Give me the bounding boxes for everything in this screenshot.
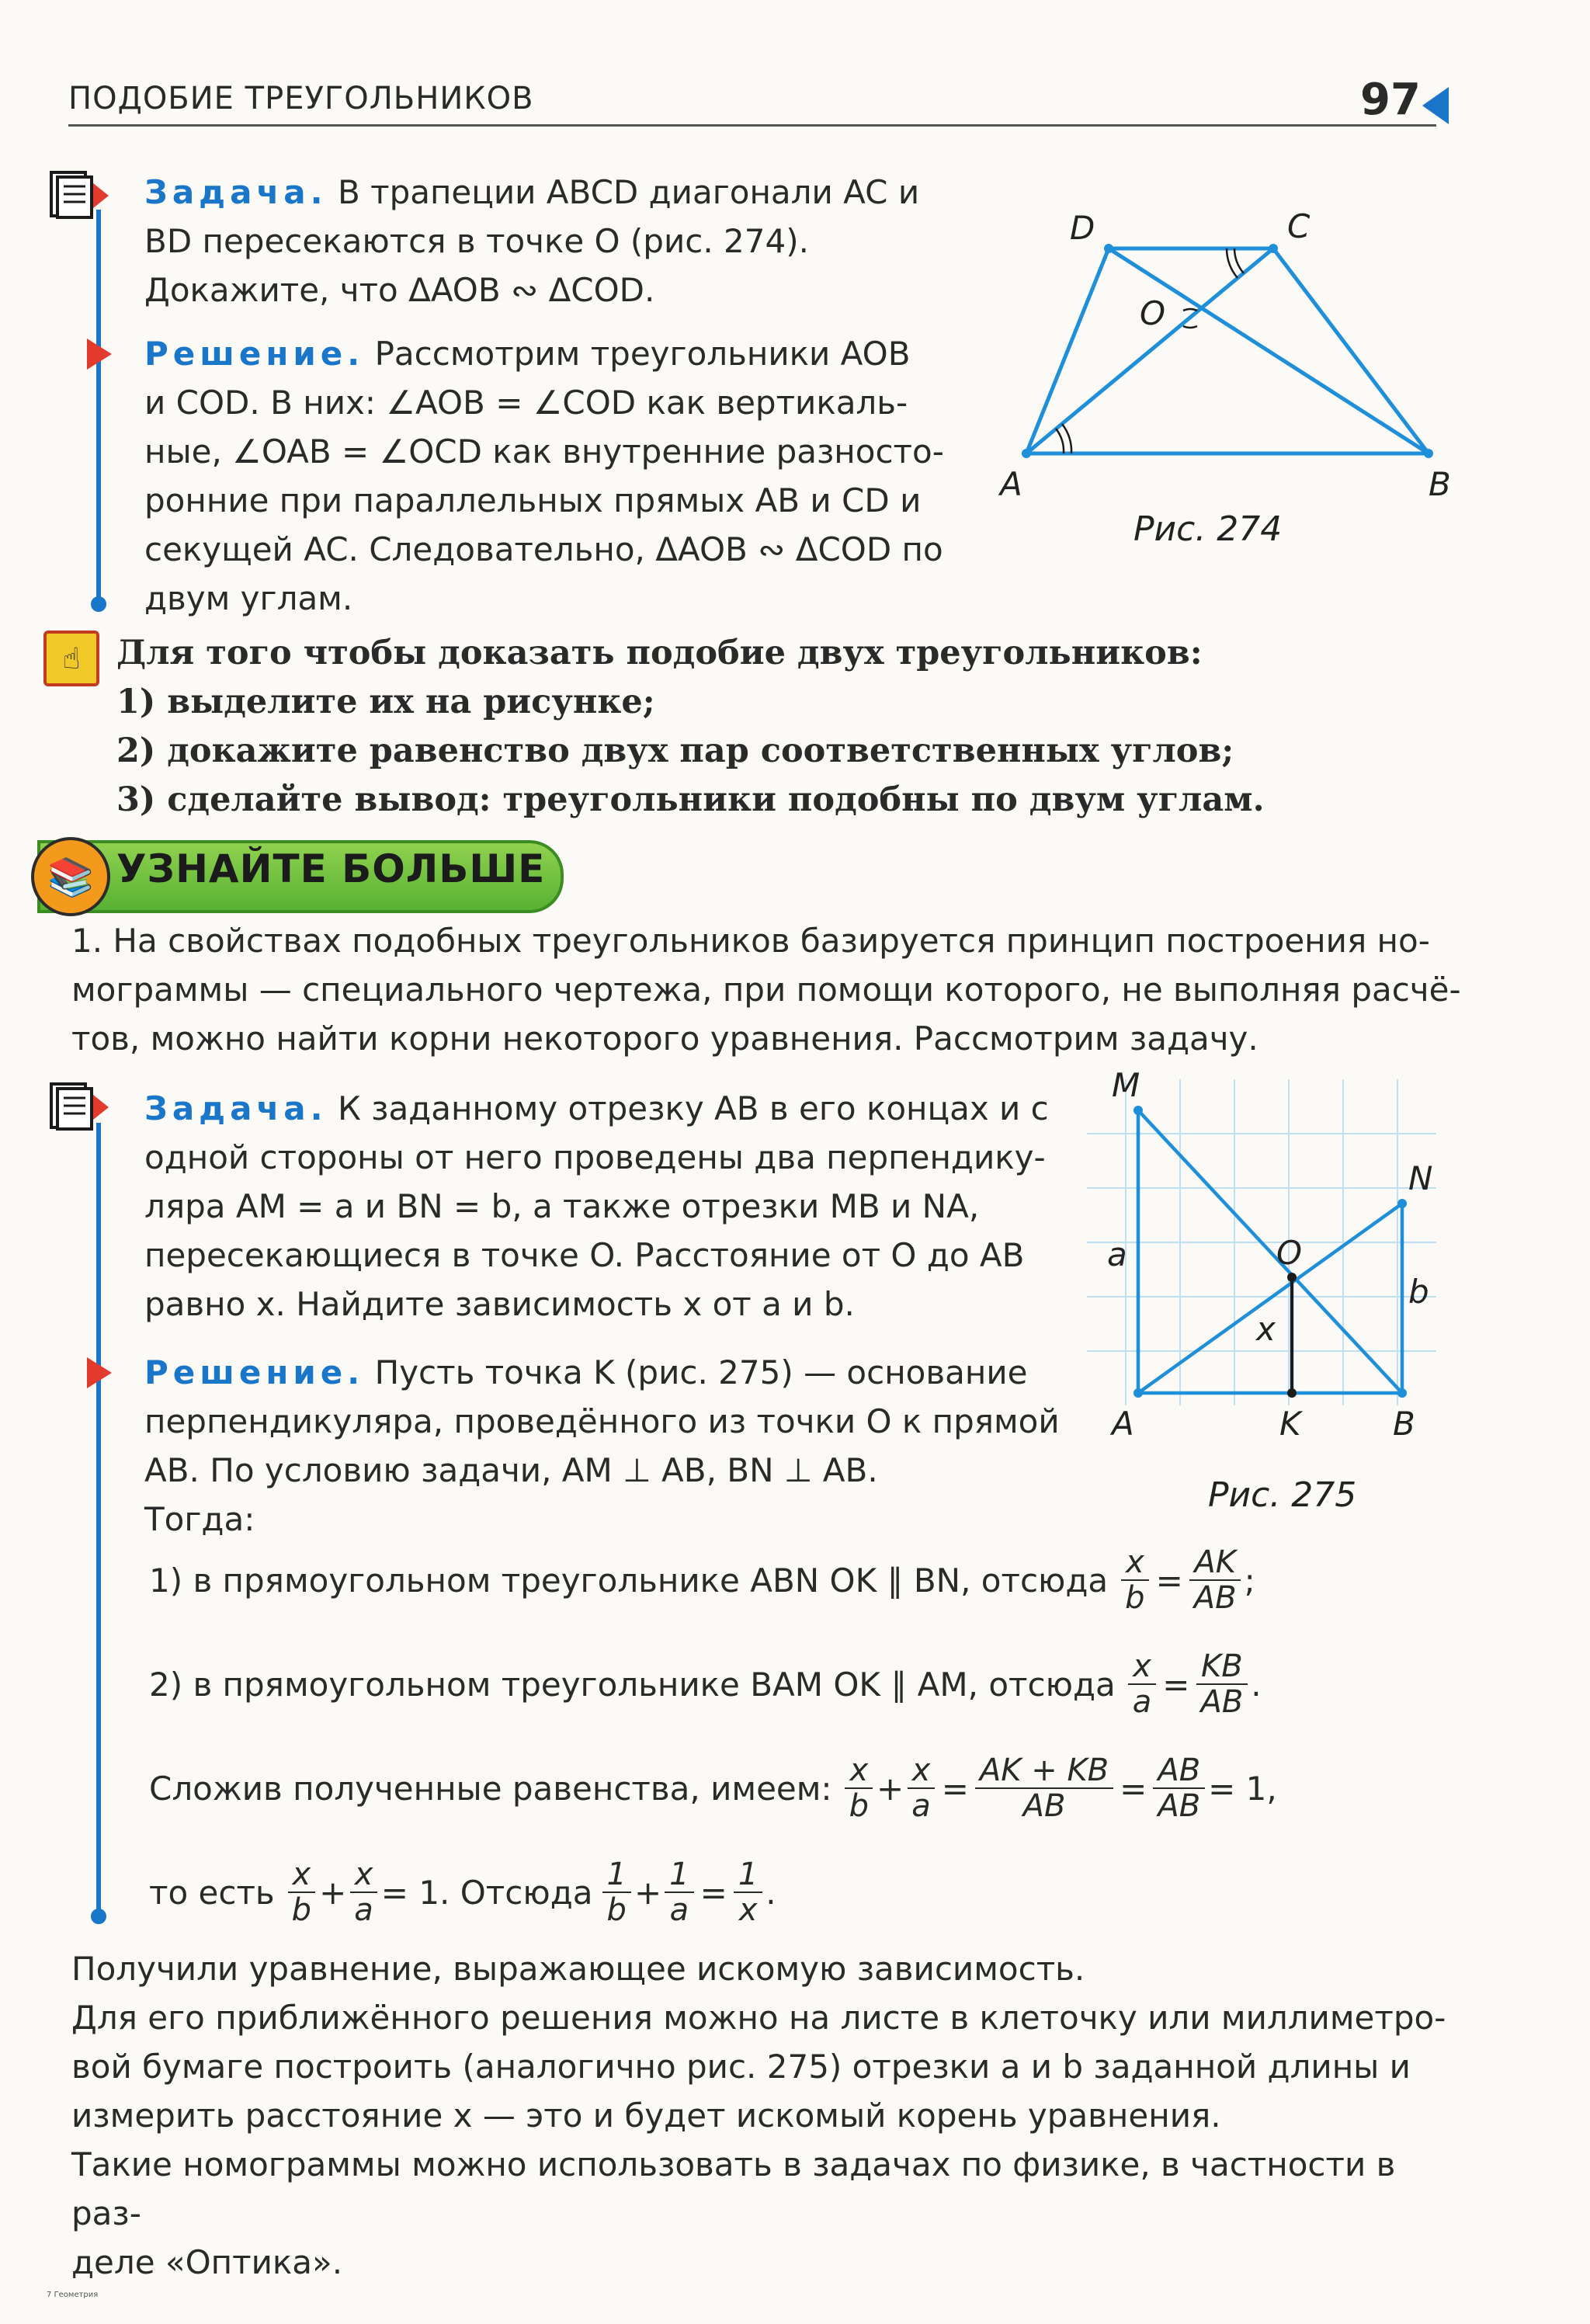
frac-kb-over-ab: $\frac{KB}{AB}$ — [1196, 1649, 1248, 1719]
closing-line-3: вой бумаге построить (аналогично рис. 275) отрезки a и b заданной длины и — [71, 2048, 1411, 2086]
sum-line: Сложив полученные равенства, имеем: $\frac{x}{b}$ + $\frac{x}{a}$ = $\frac{AK + KB}{AB}$ = $\frac{AB}{AB}$ = 1, — [149, 1753, 1277, 1824]
thatis-frac-x-a: $\frac{x}{a}$ — [349, 1857, 378, 1927]
label-N: N — [1408, 1159, 1433, 1197]
rule-line-2: 1) выделите их на рисунке; — [116, 683, 655, 721]
step-2: 2) в прямоугольном треугольнике BAM OK ∥ AM, отсюда $\frac{x}{a}$ = $\frac{KB}{AB}$ . — [149, 1648, 1262, 1720]
paragraph-1 — [71, 916, 1469, 1063]
task1-bar — [96, 210, 101, 602]
hence-frac-1-a: $\frac{1}{a}$ — [665, 1857, 693, 1927]
task2-line-4: равно x. Найдите зависимость x от a и b. — [144, 1285, 855, 1323]
solution1-marker-icon — [87, 339, 112, 370]
label-M: M — [1112, 1072, 1140, 1104]
banner-title: УЗНАЙТЕ БОЛЬШЕ — [116, 846, 546, 891]
closing-line-2: Для его приближённого решения можно на листе в клеточку или миллиметро- — [71, 1999, 1446, 2037]
task1-keyword: Задача. — [144, 173, 328, 211]
solution1-keyword: Решение. — [144, 335, 365, 373]
sum-frac-x-b: $\frac{x}{b}$ — [845, 1753, 873, 1823]
label-K: K — [1279, 1405, 1301, 1443]
label-x: x — [1256, 1310, 1276, 1348]
running-header: ПОДОБИЕ ТРЕУГОЛЬНИКОВ — [68, 81, 534, 116]
solution1-line-5: двум углам. — [144, 579, 353, 617]
frac-x-over-b: $\frac{x}{b}$ — [1120, 1545, 1149, 1615]
trapezoid — [1026, 248, 1429, 453]
sum-result: = 1, — [1208, 1769, 1277, 1808]
figure-274-caption: Рис. 274 — [1133, 509, 1283, 549]
solution2-text — [144, 1348, 1061, 1544]
task1-line-2: BD пересекаются в точке O (рис. 274). — [144, 222, 809, 260]
label-A: A — [1000, 465, 1022, 503]
frac-ak-over-ab: $\frac{AK}{AB}$ — [1189, 1545, 1241, 1615]
task2-first-line: К заданному отрезку AB в его концах и с — [337, 1089, 1049, 1127]
figure-274 — [994, 202, 1475, 559]
task2-line-3: пересекающиеся в точке O. Расстояние от O до AB — [144, 1236, 1025, 1274]
figure-275 — [1079, 1072, 1483, 1537]
hence-frac-1-x: $\frac{1}{x}$ — [734, 1857, 762, 1927]
label-O: O — [1140, 294, 1166, 332]
page-marker-icon — [1422, 87, 1449, 124]
label-C: C — [1287, 207, 1311, 245]
closing-paragraph — [71, 1944, 1469, 2287]
task2-line-2: ляра AM = a и BN = b, а также отрезки MB и NA, — [144, 1187, 980, 1225]
sum-frac-ab-ab: $\frac{AB}{AB}$ — [1153, 1753, 1205, 1823]
closing-line-5: Такие номограммы можно использовать в задачах по физике, в частности в раз- — [71, 2145, 1396, 2232]
task2-text — [144, 1084, 1061, 1329]
step1-end: ; — [1244, 1561, 1255, 1600]
para1-line-1: 1. На свойствах подобных треугольников базируется принцип построения но- — [71, 922, 1430, 960]
page-number: 97 — [1360, 75, 1421, 125]
figure-275-caption: Рис. 275 — [1208, 1475, 1357, 1515]
task1-line-1: В трапеции ABCD диагонали AC и — [337, 173, 920, 211]
step1-text: 1) в прямоугольном треугольнике ABN OK ∥ BN, отсюда — [149, 1561, 1109, 1600]
task-doc-icon — [48, 169, 99, 221]
para1-line-2: мограммы — специального чертежа, при помощи которого, не выполняя расчё- — [71, 971, 1461, 1009]
step-1: 1) в прямоугольном треугольнике ABN OK ∥ BN, отсюда $\frac{x}{b}$ = $\frac{AK}{AB}$ ; — [149, 1544, 1255, 1616]
header-rule — [68, 124, 1436, 127]
task2-keyword: Задача. — [144, 1089, 328, 1127]
solution2-line-1: перпендикуляра, проведённого из точки O к прямой — [144, 1402, 1060, 1440]
task2-line-1: одной стороны от него проведены два перпендику- — [144, 1138, 1046, 1176]
hand-pointer-icon: ☝ — [43, 631, 99, 686]
task2-doc-icon — [48, 1081, 99, 1132]
hence-end: . — [765, 1873, 776, 1912]
label-A2: A — [1112, 1405, 1134, 1443]
solution2-marker-icon — [87, 1357, 112, 1388]
solution1-line-3: ронние при параллельных прямых AB и CD и — [144, 481, 922, 519]
solution2-line-3: Тогда: — [144, 1500, 255, 1538]
solution1-line-4: секущей AC. Следовательно, ΔAOB ∾ ΔCOD по — [144, 530, 943, 568]
label-a: a — [1107, 1235, 1127, 1273]
thatis-result: = 1 — [380, 1873, 440, 1912]
task1-line-3: Докажите, что ΔAOB ∾ ΔCOD. — [144, 271, 655, 309]
solution2-keyword: Решение. — [144, 1353, 365, 1391]
solution1-line-2: ные, ∠OAB = ∠OCD как внутренние разносто- — [144, 432, 944, 471]
closing-line-1: Получили уравнение, выражающее искомую зависимость. — [71, 1950, 1085, 1988]
task2-bar-end — [91, 1909, 106, 1924]
sum-frac-x-a: $\frac{x}{a}$ — [907, 1753, 936, 1823]
that-is-text: то есть — [149, 1873, 275, 1912]
task1-bar-end — [91, 596, 106, 612]
step2-text: 2) в прямоугольном треугольнике BAM OK ∥ AM, отсюда — [149, 1665, 1116, 1704]
frac-x-over-a: $\frac{x}{a}$ — [1128, 1649, 1157, 1719]
label-O2: O — [1276, 1234, 1303, 1272]
hence-text: . Отсюда — [439, 1873, 593, 1912]
closing-line-6: деле «Оптика». — [71, 2243, 343, 2281]
rule-line-1: Для того чтобы доказать подобие двух треугольников: — [116, 634, 1203, 672]
that-is-line: то есть $\frac{x}{b}$ + $\frac{x}{a}$ = 1 . Отсюда $\frac{1}{b}$ + $\frac{1}{a}$ = $\frac{1}{x}$ . — [149, 1857, 776, 1928]
rule-line-4: 3) сделайте вывод: треугольники подобны по двум углам. — [116, 780, 1265, 819]
label-b: b — [1408, 1273, 1429, 1311]
sum-text: Сложив полученные равенства, имеем: — [149, 1769, 832, 1808]
thatis-frac-x-b: $\frac{x}{b}$ — [287, 1857, 316, 1927]
label-B2: B — [1393, 1405, 1415, 1443]
label-B: B — [1429, 465, 1451, 503]
rule-line-3: 2) докажите равенство двух пар соответственных углов; — [116, 731, 1234, 770]
para1-line-3: тов, можно найти корни некоторого уравнения. Рассмотрим задачу. — [71, 1020, 1258, 1058]
step2-end: . — [1251, 1665, 1262, 1704]
solution1-first-line: Рассмотрим треугольники AOB — [374, 335, 911, 373]
rule-text — [116, 629, 1436, 825]
sum-frac-akkb-ab: $\frac{AK + KB}{AB}$ — [975, 1753, 1113, 1823]
books-icon: 📚 — [31, 837, 110, 916]
footer-note: 7 Геометрия — [47, 2291, 99, 2299]
hence-frac-1-b: $\frac{1}{b}$ — [602, 1857, 631, 1927]
solution1-line-1: и COD. В них: ∠AOB = ∠COD как вертикаль- — [144, 384, 908, 422]
solution1-text — [144, 329, 967, 623]
closing-line-4: измерить расстояние x — это и будет искомый корень уравнения. — [71, 2096, 1221, 2135]
task1-text — [144, 168, 967, 314]
solution2-first-line: Пусть точка K (рис. 275) — основание — [374, 1353, 1028, 1391]
solution2-line-2: AB. По условию задачи, AM ⊥ AB, BN ⊥ AB. — [144, 1451, 878, 1489]
label-D: D — [1070, 209, 1095, 247]
task2-bar — [96, 1123, 101, 1913]
